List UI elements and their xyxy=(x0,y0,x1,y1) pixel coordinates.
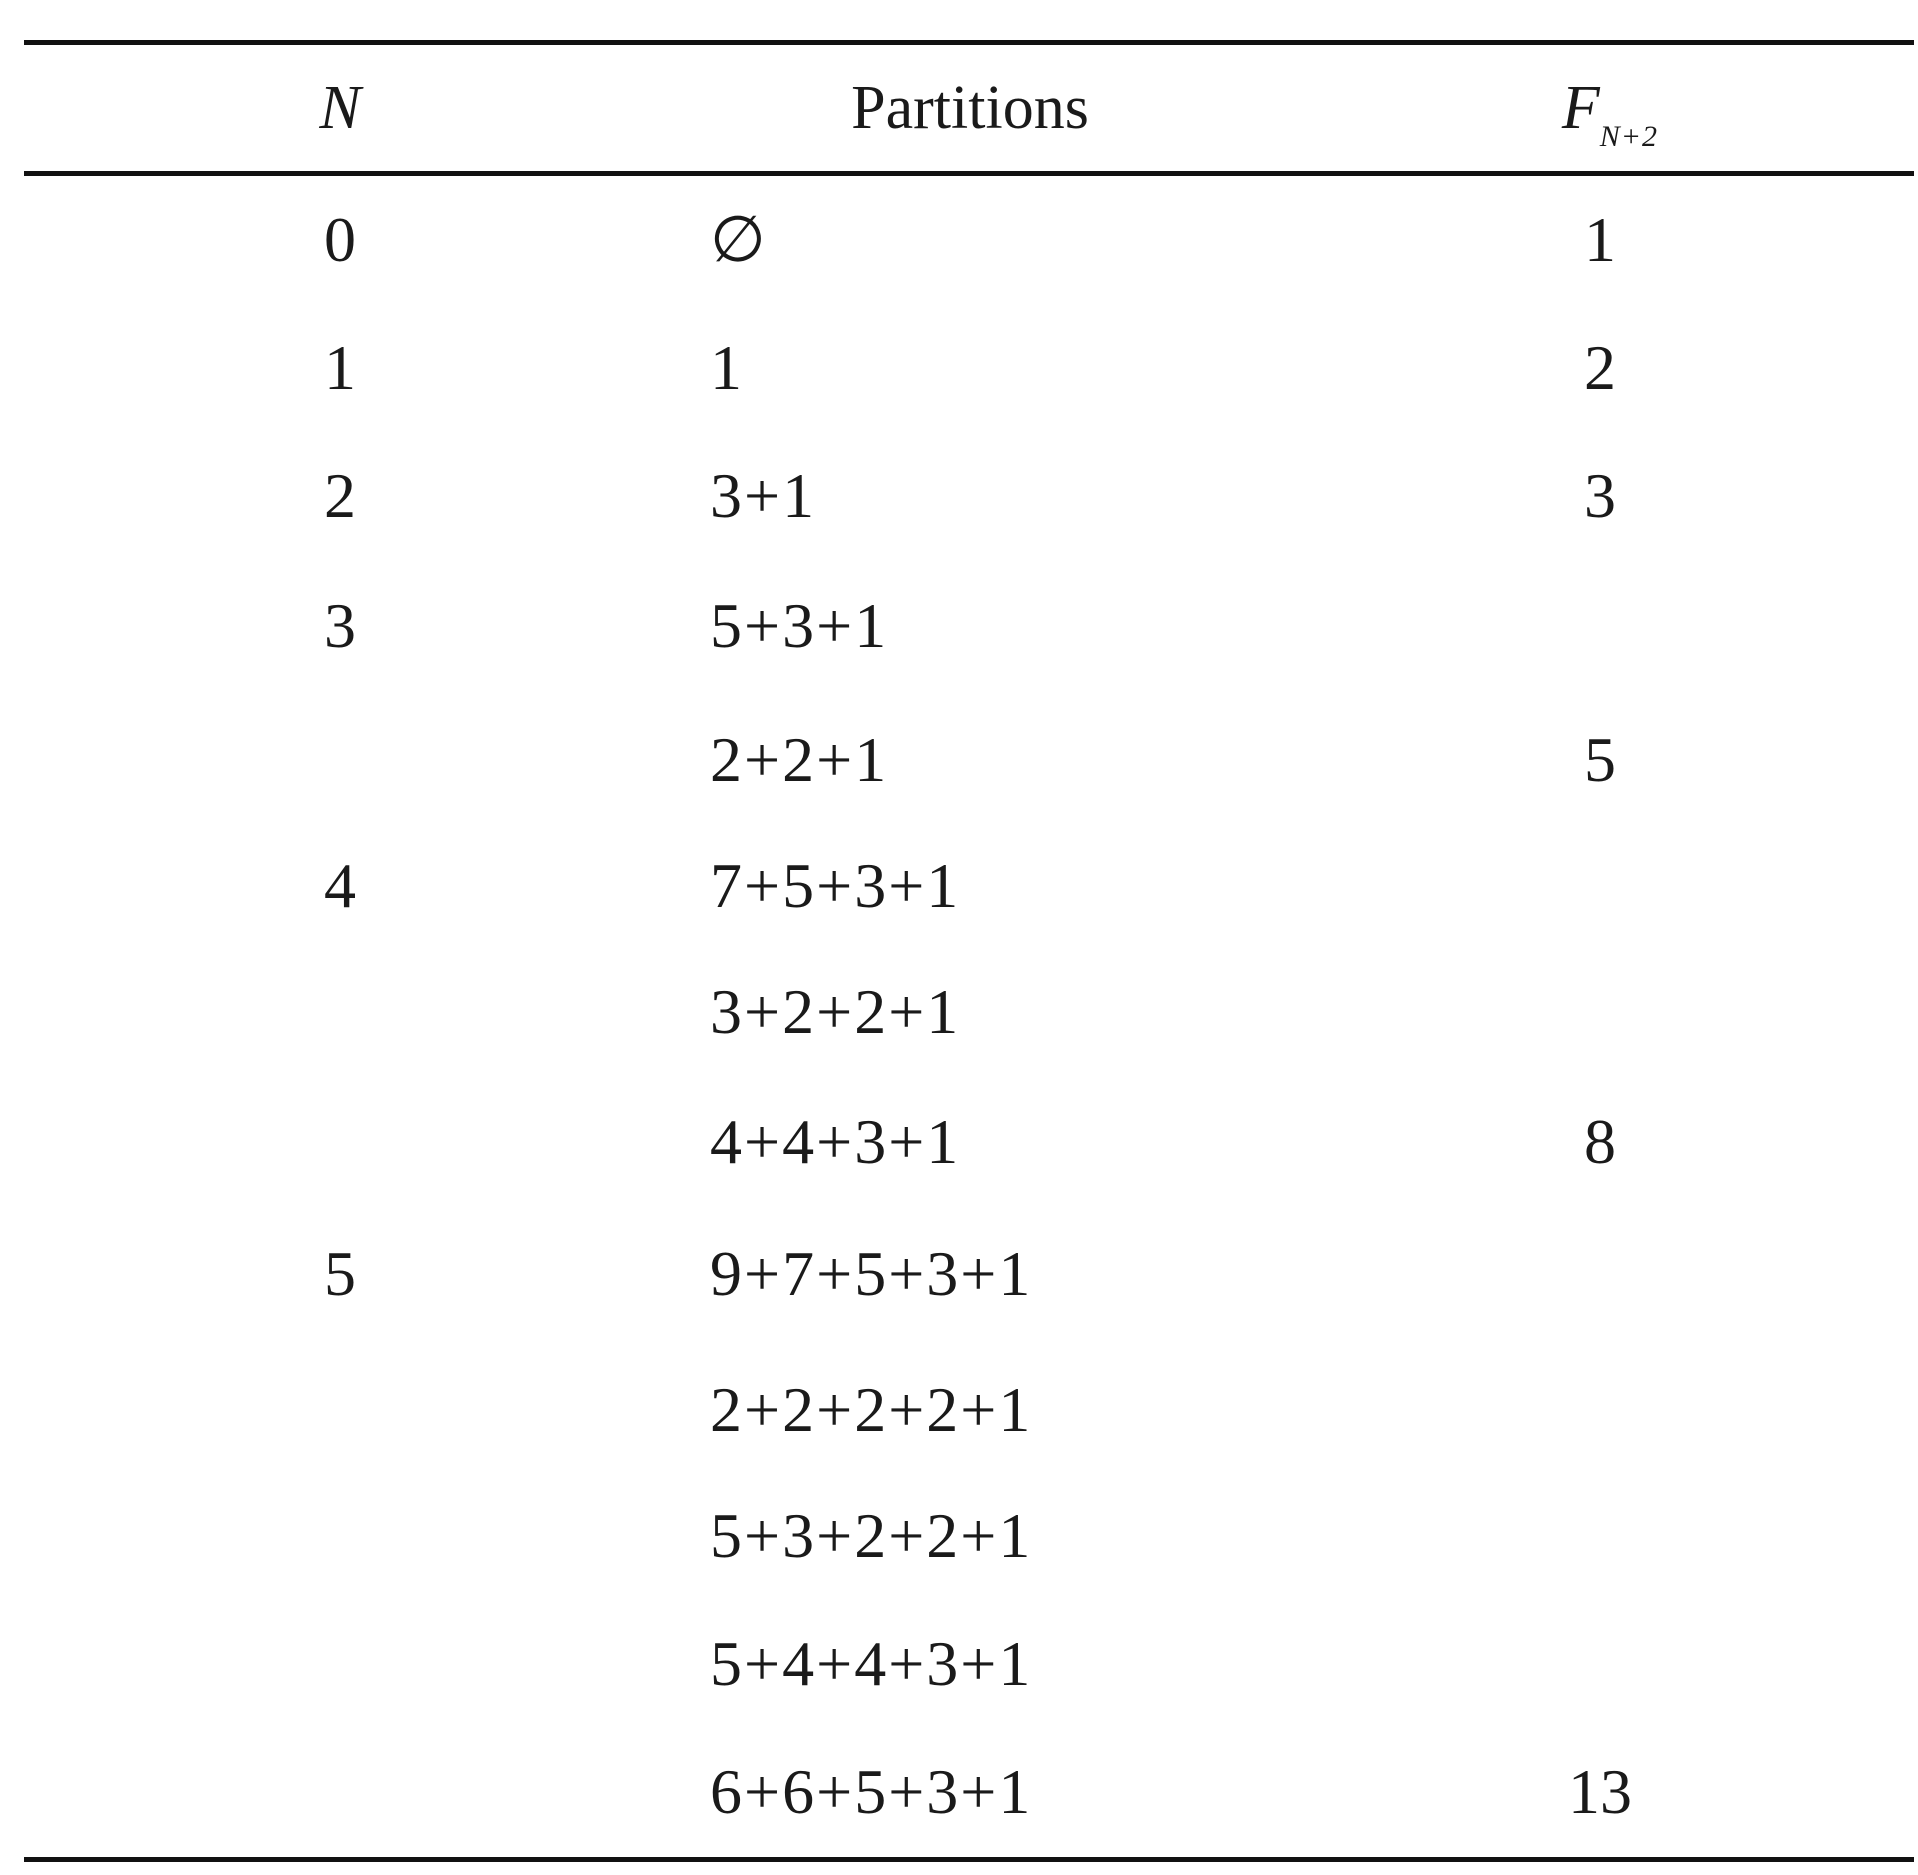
cell-partition: 3+2+2+1 xyxy=(710,976,961,1047)
table-row xyxy=(0,576,1918,676)
cell-n: 2 xyxy=(324,460,356,531)
cell-partition: 4+4+3+1 xyxy=(710,1106,961,1177)
cell-f: 13 xyxy=(1568,1756,1632,1827)
header-n: N xyxy=(319,74,361,142)
cell-partition: 2+2+1 xyxy=(710,724,889,795)
cell-partition: 5+3+2+2+1 xyxy=(710,1500,1033,1571)
table-row xyxy=(0,962,1918,1062)
header-f-main: F xyxy=(1561,74,1600,142)
cell-partition: 1 xyxy=(710,332,744,403)
cell-n: 0 xyxy=(324,204,356,275)
table-bottom-rule xyxy=(24,1857,1914,1862)
cell-n xyxy=(300,1614,380,1714)
cell-n xyxy=(300,710,380,810)
cell-f: 1 xyxy=(1584,204,1616,275)
table-top-rule xyxy=(24,40,1914,45)
table-row xyxy=(0,710,1918,810)
table-row xyxy=(0,446,1918,546)
cell-f xyxy=(1500,1486,1700,1586)
cell-f xyxy=(1500,1614,1700,1714)
cell-n: 3 xyxy=(324,590,356,661)
table-row xyxy=(0,1092,1918,1192)
cell-n xyxy=(300,1742,380,1842)
cell-f xyxy=(1500,962,1700,1062)
cell-partition: 9+7+5+3+1 xyxy=(710,1238,1033,1309)
table-row xyxy=(0,318,1918,418)
cell-f: 8 xyxy=(1584,1106,1616,1177)
header-partitions: Partitions xyxy=(851,74,1089,142)
table-row xyxy=(0,1742,1918,1842)
cell-n xyxy=(300,1360,380,1460)
cell-f: 3 xyxy=(1584,460,1616,531)
cell-f xyxy=(1500,576,1700,676)
cell-n xyxy=(300,1486,380,1586)
header-f xyxy=(1530,68,1690,153)
cell-partition: 2+2+2+2+1 xyxy=(710,1374,1033,1445)
cell-f xyxy=(1500,1224,1700,1324)
header-f-subscript: N+2 xyxy=(1599,120,1659,153)
cell-n: 1 xyxy=(324,332,356,403)
cell-partition: ∅ xyxy=(710,204,768,275)
cell-partition: 3+1 xyxy=(710,460,817,531)
table-row xyxy=(0,1614,1918,1714)
cell-f: 5 xyxy=(1584,724,1616,795)
table-row xyxy=(0,1224,1918,1324)
cell-n xyxy=(300,1092,380,1192)
cell-f: 2 xyxy=(1584,332,1616,403)
table-row xyxy=(0,836,1918,936)
cell-partition: 7+5+3+1 xyxy=(710,850,961,921)
table-row xyxy=(0,190,1918,290)
cell-n xyxy=(300,962,380,1062)
cell-partition: 5+4+4+3+1 xyxy=(710,1628,1033,1699)
cell-partition: 5+3+1 xyxy=(710,590,889,661)
cell-n: 4 xyxy=(324,850,356,921)
table-row xyxy=(0,1360,1918,1460)
cell-partition: 6+6+5+3+1 xyxy=(710,1756,1033,1827)
cell-n: 5 xyxy=(324,1238,356,1309)
table-row xyxy=(0,1486,1918,1586)
table-header-rule xyxy=(24,171,1914,176)
cell-f xyxy=(1500,836,1700,936)
cell-f xyxy=(1500,1360,1700,1460)
